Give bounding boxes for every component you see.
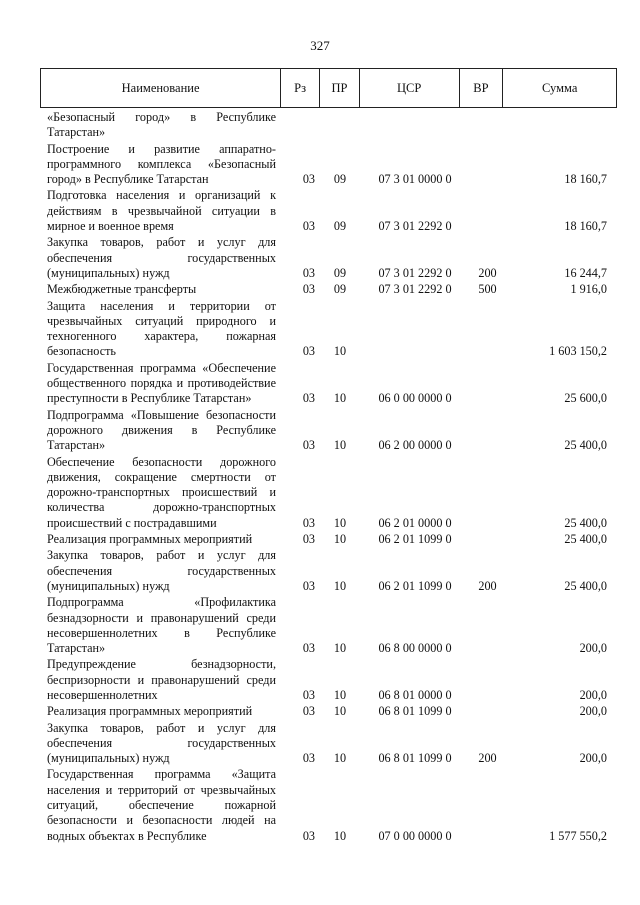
- cell-rz: 03: [302, 391, 315, 406]
- cell-csr: 07 3 01 2292 0: [378, 265, 452, 280]
- cell-rz: 03: [302, 532, 315, 547]
- cell-csr: 06 8 01 0000 0: [378, 687, 452, 702]
- cell-sum: 25 400,0: [564, 438, 607, 453]
- cell-rz: 03: [302, 578, 315, 593]
- cell-csr: 06 2 00 0000 0: [378, 438, 452, 453]
- cell-name: Подпрограмма «Профилактика безнадзорности и правонарушений среди несовершеннолетних в Республике Татарстан»: [47, 595, 276, 656]
- cell-pr: 10: [333, 344, 347, 359]
- cell-pr: 10: [333, 687, 347, 702]
- cell-name: Закупка товаров, работ и услуг для обеспечения государственных (муниципальных) нужд: [47, 235, 276, 280]
- cell-pr: 09: [333, 282, 347, 297]
- cell-sum: 16 244,7: [564, 265, 607, 280]
- cell-name: Закупка товаров, работ и услуг для обеспечения государственных (муниципальных) нужд: [47, 548, 276, 593]
- table-row: [40, 299, 617, 360]
- cell-pr: 10: [333, 515, 347, 530]
- table-row: [40, 721, 617, 767]
- cell-pr: 09: [333, 172, 347, 187]
- table-row: [40, 235, 617, 281]
- cell-vr: 200: [478, 265, 497, 280]
- table-row: [40, 548, 617, 594]
- cell-name: Государственная программа «Обеспечение общественного порядка и противодействие преступности в Республике Татарстан»: [47, 360, 276, 406]
- cell-rz: 03: [302, 282, 315, 297]
- table-body: [40, 110, 617, 844]
- header-vr: ВР: [460, 69, 504, 107]
- cell-sum: 25 400,0: [564, 532, 607, 547]
- cell-name: Межбюджетные трансферты: [47, 282, 197, 297]
- cell-name: «Безопасный город» в Республике Татарстан»: [47, 110, 276, 140]
- table-row: [40, 532, 617, 547]
- cell-pr: 10: [333, 438, 347, 453]
- header-sum: Сумма: [541, 80, 578, 95]
- cell-pr: 10: [333, 704, 347, 719]
- header-rz: Рз: [281, 69, 320, 107]
- cell-name: Защита населения и территории от чрезвычайных ситуаций природного и техногенного характера, пожарная безопасность: [47, 298, 276, 359]
- cell-name: Обеспечение безопасности дорожного движения, сокращение смертности от дорожно-транспортных происшествий и количества дорожно-транспортных происшествий с пострадавшими: [47, 454, 276, 530]
- cell-csr: 07 0 00 0000 0: [378, 828, 452, 843]
- cell-rz: 03: [302, 219, 315, 234]
- cell-csr: 06 2 01 0000 0: [378, 515, 452, 530]
- cell-sum: 200,0: [579, 751, 607, 766]
- cell-sum: 1 577 550,2: [549, 828, 607, 843]
- cell-sum: 1 916,0: [570, 282, 607, 297]
- cell-pr: 10: [333, 578, 347, 593]
- table-row: [40, 455, 617, 531]
- page-number: 327: [310, 38, 330, 53]
- table-row: [40, 408, 617, 454]
- cell-rz: 03: [302, 687, 315, 702]
- cell-rz: 03: [302, 751, 315, 766]
- cell-rz: 03: [302, 172, 315, 187]
- cell-pr: 09: [333, 265, 347, 280]
- cell-vr: 200: [478, 578, 497, 593]
- cell-sum: 18 160,7: [564, 219, 607, 234]
- cell-csr: 06 8 00 0000 0: [378, 641, 452, 656]
- cell-csr: 06 2 01 1099 0: [378, 532, 452, 547]
- cell-name: Подготовка населения и организаций к действиям в чрезвычайной ситуации в мирное и военное время: [47, 188, 276, 234]
- header-name: Наименование: [41, 69, 281, 107]
- cell-pr: 10: [333, 751, 347, 766]
- header-csr: ЦСР: [360, 69, 460, 107]
- cell-sum: 25 400,0: [564, 515, 607, 530]
- cell-rz: 03: [302, 828, 315, 843]
- cell-rz: 03: [302, 704, 315, 719]
- cell-csr: 07 3 01 2292 0: [378, 219, 452, 234]
- table-row: [40, 110, 617, 141]
- cell-pr: 10: [333, 532, 347, 547]
- cell-rz: 03: [302, 344, 315, 359]
- cell-rz: 03: [302, 265, 315, 280]
- cell-name: Реализация программных мероприятий: [47, 532, 253, 547]
- cell-sum: 200,0: [579, 704, 607, 719]
- cell-name: Закупка товаров, работ и услуг для обеспечения государственных (муниципальных) нужд: [47, 720, 276, 766]
- cell-rz: 03: [302, 641, 315, 656]
- cell-rz: 03: [302, 515, 315, 530]
- table-row: [40, 142, 617, 188]
- table-row: [40, 595, 617, 656]
- cell-name: Предупреждение безнадзорности, беспризорности и правонарушений среди несовершеннолетних: [47, 657, 276, 702]
- cell-sum: 200,0: [579, 687, 607, 702]
- cell-name: Реализация программных мероприятий: [47, 704, 253, 719]
- cell-csr: 06 0 00 0000 0: [378, 391, 452, 406]
- cell-name: Подпрограмма «Повышение безопасности дорожного движения в Республике Татарстан»: [47, 407, 276, 453]
- cell-vr: 200: [478, 751, 497, 766]
- cell-sum: 25 400,0: [564, 578, 607, 593]
- cell-name: Построение и развитие аппаратно-программного комплекса «Безопасный город» в Республике Татарстан: [47, 141, 276, 187]
- cell-sum: 200,0: [579, 641, 607, 656]
- cell-vr: 500: [478, 282, 497, 297]
- cell-csr: 06 2 01 1099 0: [378, 578, 452, 593]
- cell-pr: 10: [333, 828, 347, 843]
- table-header: [40, 68, 617, 108]
- cell-pr: 09: [333, 219, 347, 234]
- table-row: [40, 767, 617, 843]
- cell-sum: 1 603 150,2: [549, 344, 607, 359]
- cell-csr: 06 8 01 1099 0: [378, 704, 452, 719]
- table-row: [40, 361, 617, 407]
- cell-csr: 07 3 01 2292 0: [378, 282, 452, 297]
- cell-pr: 10: [333, 641, 347, 656]
- table-row: [40, 282, 617, 297]
- cell-sum: 25 600,0: [564, 391, 607, 406]
- table-row: [40, 657, 617, 703]
- cell-sum: 18 160,7: [564, 172, 607, 187]
- cell-rz: 03: [302, 438, 315, 453]
- table-row: [40, 704, 617, 719]
- header-pr: ПР: [320, 69, 360, 107]
- cell-csr: 07 3 01 0000 0: [378, 172, 452, 187]
- cell-name: Государственная программа «Защита населения и территорий от чрезвычайных ситуаций, обеспечение пожарной безопасности и безопасности людей на водных объектах в Республике: [47, 767, 276, 843]
- table-row: [40, 188, 617, 234]
- cell-pr: 10: [333, 391, 347, 406]
- cell-csr: 06 8 01 1099 0: [378, 751, 452, 766]
